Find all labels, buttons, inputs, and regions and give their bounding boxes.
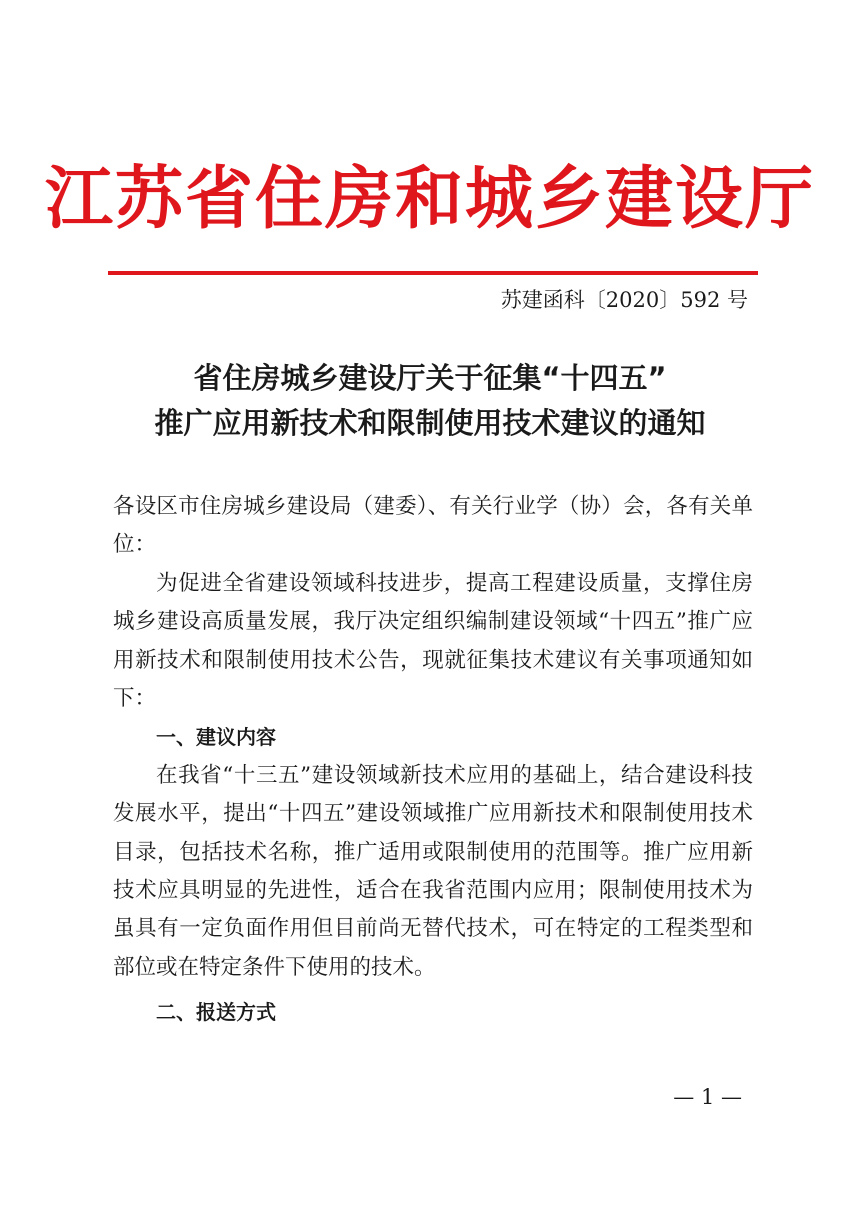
section-1-heading: 一、建议内容 <box>156 725 276 750</box>
document-body <box>113 488 753 1032</box>
letterhead-org-name: 江苏省住房和城乡建设厅 <box>44 160 815 239</box>
document-title-line-2: 推广应用新技术和限制使用技术建议的通知 <box>154 406 706 440</box>
section-2-heading: 二、报送方式 <box>156 1000 276 1025</box>
addressee-paragraph: 各设区市住房城乡建设局（建委）、有关行业学（协）会，各有关单位： <box>113 494 753 558</box>
document-number: 苏建函科〔2020〕592 号 <box>500 288 748 312</box>
document-title-line-1: 省住房城乡建设厅关于征集“十四五” <box>193 361 667 395</box>
section-1-paragraph: 在我省“十三五”建设领域新技术应用的基础上，结合建设科技发展水平，提出“十四五”建设领域推广应用新技术和限制使用技术目录，包括技术名称，推广适用或限制使用的范围等。推广应用新技术应具明显的先进性，适合在我省范围内应用；限制使用技术为虽具有一定负面作用但目前尚无替代技术，可在特定的工程类型和部位或在特定条件下使用的技术。 <box>113 762 753 980</box>
letterhead-red-rule <box>108 271 758 275</box>
page-number: — 1 — <box>673 1085 742 1109</box>
intro-paragraph: 为促进全省建设领域科技进步，提高工程建设质量，支撑住房城乡建设高质量发展，我厅决定组织编制建设领域“十四五”推广应用新技术和限制使用技术公告，现就征集技术建议有关事项通知如下： <box>113 570 753 712</box>
